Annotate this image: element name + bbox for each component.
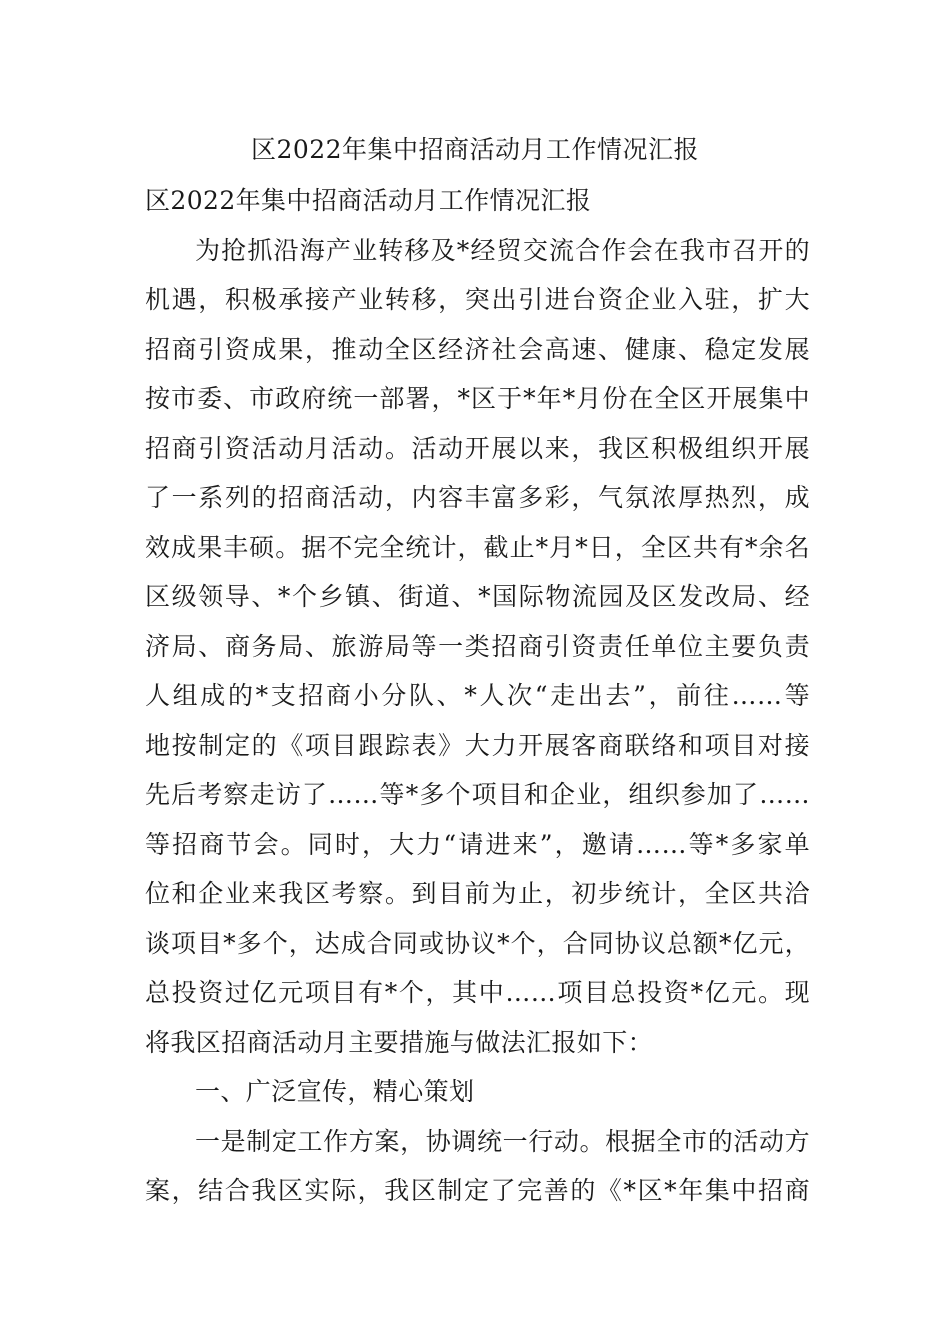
paragraph-line: 按市委、市政府统一部署，*区于*年*月份在全区开展集中	[145, 384, 810, 413]
paragraph-line: 地按制定的《项目跟踪表》大力开展客商联络和项目对接	[145, 730, 810, 760]
paragraph-line: 先后考察走访了……等*多个项目和企业，组织参加了……	[145, 780, 810, 809]
paragraph-line: 案，结合我区实际，我区制定了完善的《*区*年集中招商	[145, 1176, 810, 1205]
paragraph-line: 总投资过亿元项目有*个，其中……项目总投资*亿元。现	[145, 978, 810, 1007]
document-body	[145, 176, 810, 1216]
paragraph-line: 济局、商务局、旅游局等一类招商引资责任单位主要负责	[145, 631, 810, 661]
paragraph-line: 一、广泛宣传，精心策划	[195, 1077, 475, 1106]
paragraph-line: 一是制定工作方案，协调统一行动。根据全市的活动方	[195, 1126, 810, 1156]
paragraph-line: 为抢抓沿海产业转移及*经贸交流合作会在我市召开的	[195, 235, 810, 265]
paragraph-line: 位和企业来我区考察。到目前为止，初步统计，全区共洽	[145, 879, 810, 908]
paragraph-line: 人组成的*支招商小分队、*人次“走出去”，前往……等	[145, 681, 810, 710]
paragraph-line: 机遇，积极承接产业转移，突出引进台资企业入驻，扩大	[145, 285, 810, 314]
paragraph-line: 招商引资活动月活动。活动开展以来，我区积极组织开展	[145, 433, 810, 463]
paragraph-line: 区级领导、*个乡镇、街道、*国际物流园及区发改局、经	[145, 582, 810, 611]
document-title: 区2022年集中招商活动月工作情况汇报	[250, 135, 700, 164]
paragraph-line: 了一系列的招商活动，内容丰富多彩，气氛浓厚热烈，成	[145, 483, 810, 512]
paragraph-line: 效成果丰硕。据不完全统计，截止*月*日，全区共有*余名	[145, 532, 810, 562]
paragraph-line: 谈项目*多个，达成合同或协议*个，合同协议总额*亿元，	[145, 928, 810, 958]
paragraph-line: 等招商节会。同时，大力“请进来”，邀请……等*多家单	[145, 829, 810, 859]
paragraph-line: 招商引资成果，推动全区经济社会高速、健康、稳定发展	[145, 334, 810, 364]
document-subtitle: 区2022年集中招商活动月工作情况汇报	[145, 186, 592, 215]
paragraph-line: 将我区招商活动月主要措施与做法汇报如下：	[145, 1027, 654, 1057]
